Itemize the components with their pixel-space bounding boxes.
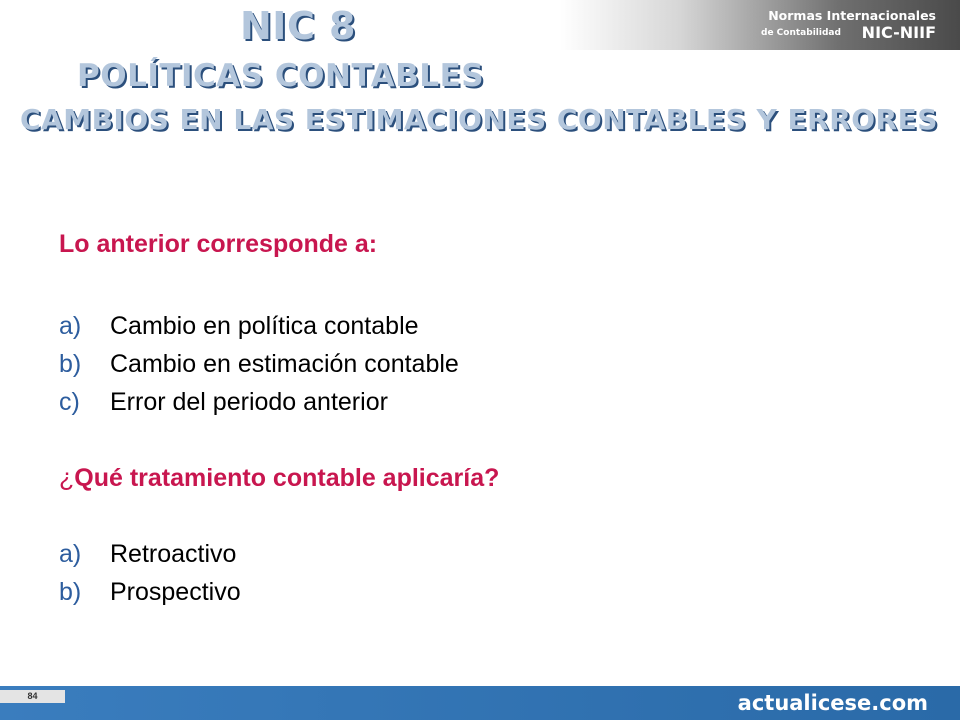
option-text: Cambio en política contable: [110, 312, 419, 340]
logo-line2: de Contabilidad: [761, 28, 841, 38]
option-text: Retroactivo: [110, 540, 237, 568]
option-text: Error del periodo anterior: [110, 388, 388, 416]
question-2: [59, 464, 499, 493]
option-letter: b): [59, 578, 82, 606]
question-2-text: Qué tratamiento contable aplicaría?: [74, 464, 500, 492]
question-2-prefix: ¿: [59, 464, 75, 492]
option-letter: c): [59, 388, 80, 416]
option-letter: a): [59, 312, 82, 340]
option-letter: a): [59, 540, 82, 568]
option-text: Prospectivo: [110, 578, 241, 606]
nic-niif-logo: [761, 6, 936, 46]
option-item: [59, 350, 459, 379]
logo-line3: NIC-NIIF: [861, 23, 936, 42]
page-number: 84: [0, 690, 65, 703]
page-subtitle: POLÍTICAS CONTABLES: [77, 58, 485, 94]
option-item: [59, 388, 388, 417]
page-title: NIC 8: [240, 4, 356, 48]
site-name: actualicese.com: [737, 691, 928, 715]
option-item: [59, 578, 241, 607]
question-1: Lo anterior corresponde a:: [59, 230, 378, 258]
header-banner: [560, 0, 960, 50]
option-item: [59, 312, 419, 341]
page-subtitle-2: CAMBIOS EN LAS ESTIMACIONES CONTABLES Y ERRORES: [20, 103, 938, 136]
option-text: Cambio en estimación contable: [110, 350, 459, 378]
option-item: [59, 540, 236, 569]
logo-line1: Normas Internacionales: [768, 8, 936, 23]
option-letter: b): [59, 350, 82, 378]
